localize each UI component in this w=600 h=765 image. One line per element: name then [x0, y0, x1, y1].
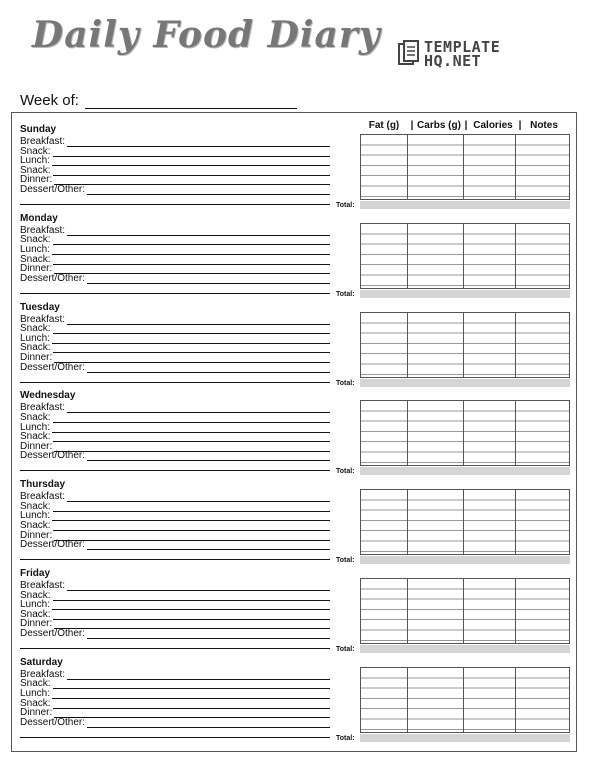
total-row[interactable] — [360, 290, 570, 298]
nutrition-grid[interactable] — [360, 489, 570, 555]
meal-label: Snack: — [20, 589, 51, 601]
meal-label: Lunch: — [20, 687, 51, 699]
total-row[interactable] — [360, 556, 570, 564]
meal-row — [20, 679, 330, 689]
meal-row — [20, 581, 330, 591]
meal-row — [20, 718, 330, 728]
meal-row — [20, 324, 330, 334]
column-header-notes: Notes — [530, 120, 558, 131]
meal-entry-line[interactable] — [87, 364, 330, 373]
total-row[interactable] — [360, 201, 570, 209]
meal-row — [20, 521, 330, 531]
meal-row — [20, 403, 330, 413]
meal-row — [20, 137, 330, 147]
meal-label: Dinner: — [20, 351, 53, 363]
meal-label: Snack: — [20, 500, 51, 512]
meal-label: Snack: — [20, 411, 51, 423]
meal-label: Breakfast: — [20, 402, 66, 414]
meal-row — [20, 502, 330, 512]
meal-label: Dessert/Other: — [20, 539, 86, 551]
meal-row — [20, 274, 330, 284]
page-title: Daily Food Diary — [32, 14, 381, 56]
meal-label: Snack: — [20, 164, 51, 176]
day-name: Friday — [20, 568, 51, 579]
meal-row — [20, 591, 330, 601]
day-name: Tuesday — [20, 301, 60, 313]
nutrition-grid[interactable] — [360, 578, 570, 644]
meal-label: Snack: — [20, 145, 51, 157]
column-divider: | — [410, 120, 414, 131]
meal-label: Breakfast: — [20, 136, 66, 147]
meal-label: Dinner: — [20, 618, 53, 630]
meal-entry-line[interactable] — [87, 275, 330, 284]
meal-row — [20, 629, 330, 639]
day-separator — [20, 293, 330, 294]
day-section-wednesday — [20, 390, 572, 478]
meal-label: Dinner: — [20, 440, 53, 452]
total-row[interactable] — [360, 645, 570, 653]
total-row[interactable] — [360, 734, 570, 742]
meal-row — [20, 610, 330, 620]
meal-label: Lunch: — [20, 599, 51, 611]
meal-label: Dessert/Other: — [20, 272, 86, 284]
day-separator — [20, 470, 330, 471]
total-row[interactable] — [360, 467, 570, 475]
day-separator — [20, 559, 330, 560]
meal-label: Breakfast: — [20, 313, 66, 325]
day-name: Monday — [20, 212, 58, 224]
total-label: Total: — [336, 646, 355, 653]
meal-row — [20, 156, 330, 166]
day-section-tuesday — [20, 302, 572, 390]
meal-label: Snack: — [20, 678, 51, 690]
meal-row — [20, 334, 330, 344]
nutrition-grid[interactable] — [360, 400, 570, 466]
meal-label: Snack: — [20, 342, 51, 354]
day-section-saturday — [20, 657, 572, 745]
meal-label: Lunch: — [20, 332, 51, 344]
day-section-thursday — [20, 479, 572, 567]
total-label: Total: — [336, 290, 355, 298]
meal-label: Dessert/Other: — [20, 361, 86, 373]
column-header-calories: Calories — [473, 120, 513, 131]
meal-label: Dessert/Other: — [20, 450, 86, 462]
document-icon — [398, 40, 420, 68]
meal-label: Dinner: — [20, 263, 53, 275]
meal-row — [20, 423, 330, 433]
day-name: Sunday — [20, 124, 57, 135]
total-label: Total: — [336, 379, 355, 387]
meal-label: Dinner: — [20, 529, 53, 541]
nutrition-grid[interactable] — [360, 134, 570, 200]
nutrition-grid[interactable] — [360, 223, 570, 289]
meal-label: Breakfast: — [20, 491, 66, 503]
meal-row — [20, 689, 330, 699]
meal-row — [20, 413, 330, 423]
meal-label: Breakfast: — [20, 668, 66, 680]
column-divider: | — [518, 120, 522, 131]
meal-row — [20, 363, 330, 373]
nutrition-grid[interactable] — [360, 312, 570, 378]
meal-label: Lunch: — [20, 243, 51, 255]
total-row[interactable] — [360, 379, 570, 387]
week-of-field — [20, 92, 297, 109]
meal-label: Breakfast: — [20, 580, 66, 591]
logo-line-2: HQ.NET — [424, 52, 482, 70]
meal-row — [20, 166, 330, 176]
meal-label: Dinner: — [20, 707, 53, 719]
meal-row — [20, 699, 330, 709]
meal-label: Snack: — [20, 608, 51, 620]
meal-row — [20, 245, 330, 255]
meal-label: Lunch: — [20, 421, 51, 433]
logo-line-1: TEMPLATE — [424, 38, 501, 56]
meal-row — [20, 185, 330, 195]
day-separator — [20, 382, 330, 383]
meal-row — [20, 235, 330, 245]
meal-row — [20, 492, 330, 502]
meal-label: Dessert/Other: — [20, 716, 86, 728]
day-name: Thursday — [20, 479, 66, 491]
total-label: Total: — [336, 202, 355, 209]
day-section-monday — [20, 213, 572, 301]
column-header-fat: Fat (g) — [368, 120, 400, 131]
meal-label: Lunch: — [20, 510, 51, 522]
nutrition-grid[interactable] — [360, 667, 570, 733]
total-label: Total: — [336, 468, 355, 476]
meal-label: Breakfast: — [20, 224, 66, 236]
meal-entry-line[interactable] — [87, 186, 330, 195]
meal-row — [20, 432, 330, 442]
meal-label: Lunch: — [20, 155, 51, 167]
meal-entry-line[interactable] — [87, 541, 330, 550]
meal-label: Snack: — [20, 253, 51, 265]
meal-row — [20, 511, 330, 521]
meal-label: Snack: — [20, 697, 51, 709]
meal-entry-line[interactable] — [87, 719, 330, 728]
meal-entry-line[interactable] — [87, 452, 330, 461]
day-section-friday — [20, 568, 572, 656]
meal-row — [20, 600, 330, 610]
meal-label: Snack: — [20, 431, 51, 443]
meal-entry-line[interactable] — [87, 630, 330, 639]
meal-label: Snack: — [20, 234, 51, 246]
meal-row — [20, 315, 330, 325]
meal-row — [20, 226, 330, 236]
day-name: Wednesday — [20, 390, 76, 402]
meal-label: Dinner: — [20, 174, 53, 186]
day-separator — [20, 737, 330, 738]
meal-row — [20, 343, 330, 353]
column-divider: | — [464, 120, 468, 131]
meal-label: Dessert/Other: — [20, 628, 86, 639]
week-of-blank[interactable] — [85, 94, 297, 109]
logo — [398, 40, 500, 68]
day-separator — [20, 648, 330, 649]
column-header-carbs: Carbs (g) — [417, 120, 461, 131]
logo-text — [424, 40, 500, 68]
meal-label: Dessert/Other: — [20, 184, 86, 195]
day-name: Saturday — [20, 656, 63, 668]
meal-row — [20, 147, 330, 157]
meal-row — [20, 540, 330, 550]
meal-row — [20, 670, 330, 680]
day-separator — [20, 204, 330, 205]
total-label: Total: — [336, 734, 355, 742]
week-of-label: Week of: — [20, 92, 79, 109]
total-label: Total: — [336, 557, 355, 565]
meal-row — [20, 255, 330, 265]
meal-row — [20, 451, 330, 461]
meal-label: Snack: — [20, 323, 51, 335]
meal-label: Snack: — [20, 519, 51, 531]
day-section-sunday — [20, 124, 572, 212]
